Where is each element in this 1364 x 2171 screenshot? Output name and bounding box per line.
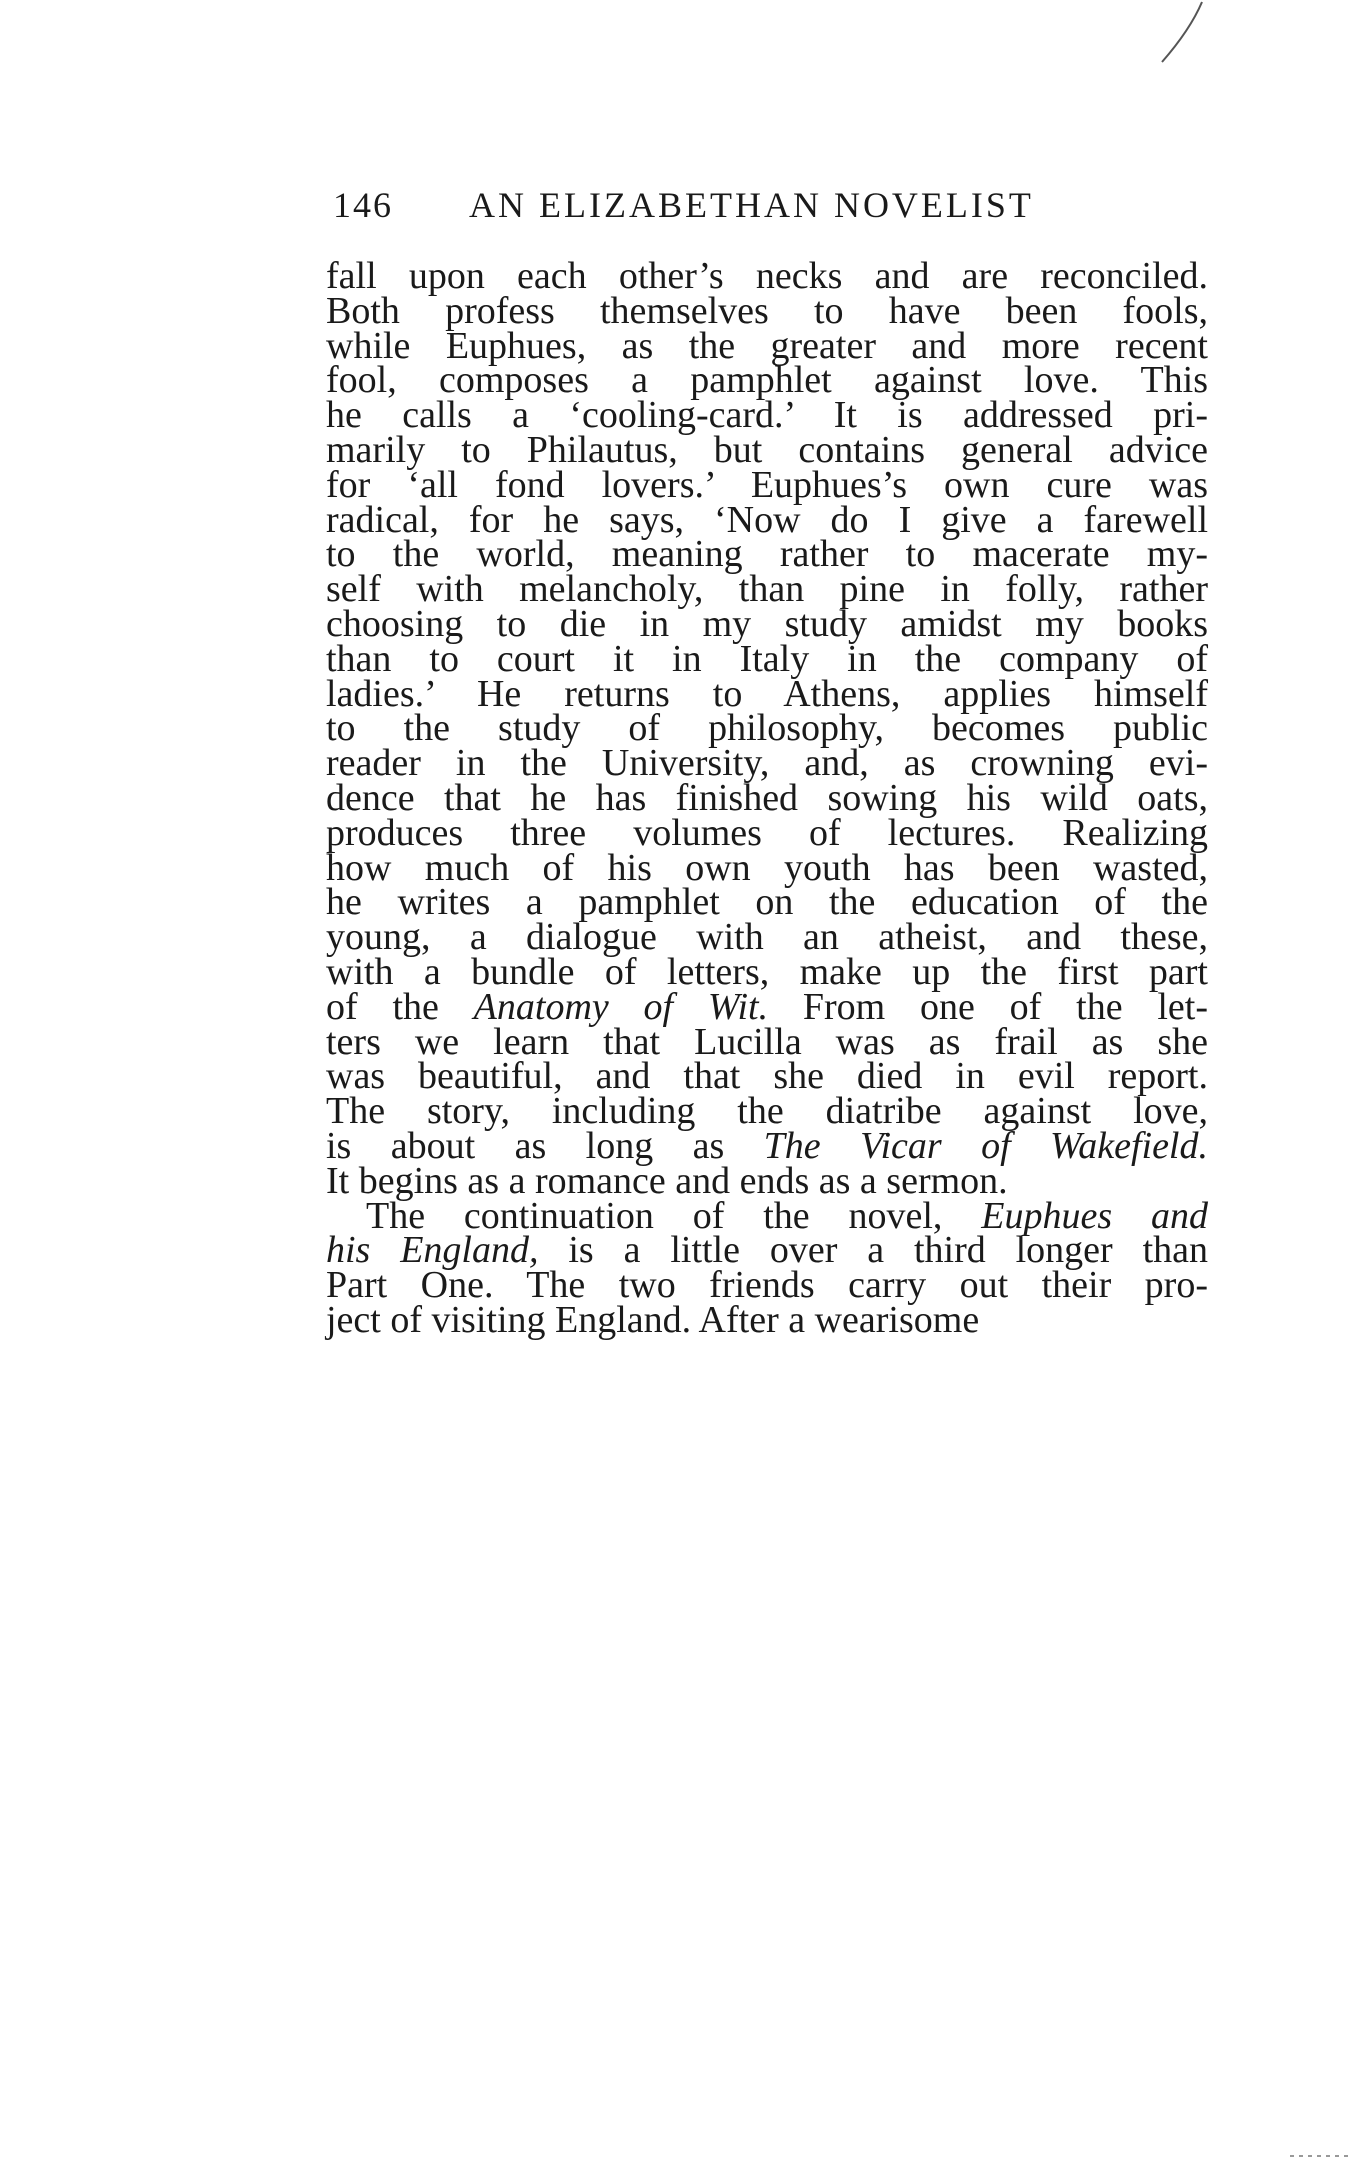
text-run: marily to Philautus, but contains general advice	[326, 429, 1208, 471]
text-run: to the study of philosophy, becomes public	[326, 707, 1208, 749]
italic-title: his England,	[326, 1229, 539, 1271]
italic-title: Euphues and	[981, 1195, 1208, 1237]
italic-title: The Vicar of Wakefield.	[763, 1125, 1208, 1167]
text-run: he calls a ‘cooling-card.’ It is addressed pri-	[326, 394, 1208, 436]
text-run: with a bundle of letters, make up the first part	[326, 951, 1208, 993]
text-run: The continuation of the novel,	[366, 1195, 982, 1237]
text-run: he writes a pamphlet on the education of the	[326, 881, 1208, 923]
text-run: It begins as a romance and ends as a sermon.	[326, 1160, 1008, 1202]
text-run: while Euphues, as the greater and more recent	[326, 325, 1208, 367]
text-run: than to court it in Italy in the company of	[326, 638, 1208, 680]
text-run: fall upon each other’s necks and are reconciled.	[326, 255, 1208, 297]
text-run: young, a dialogue with an atheist, and these,	[326, 916, 1208, 958]
text-run: is about as long as	[326, 1125, 764, 1167]
pencil-mark	[1150, 0, 1210, 70]
text-run: reader in the University, and, as crowning evi-	[326, 742, 1208, 784]
scan-border-bottom	[0, 2150, 1364, 2162]
text-run: ters we learn that Lucilla was as frail as she	[326, 1021, 1208, 1063]
text-run: was beautiful, and that she died in evil report.	[326, 1055, 1208, 1097]
text-run: ladies.’ He returns to Athens, applies himself	[326, 673, 1208, 715]
italic-title: Anatomy of Wit.	[473, 986, 769, 1028]
page-number: 146	[333, 185, 393, 225]
text-run: dence that he has finished sowing his wild oats,	[326, 777, 1208, 819]
running-header	[333, 178, 1209, 234]
text-run: for ‘all fond lovers.’ Euphues’s own cure was	[326, 464, 1208, 506]
running-title: AN ELIZABETHAN NOVELIST	[469, 185, 1034, 225]
text-run: From one of the let-	[768, 986, 1208, 1028]
text-run: The story, including the diatribe against love,	[326, 1090, 1208, 1132]
text-run: to the world, meaning rather to macerate my-	[326, 533, 1208, 575]
text-run: produces three volumes of lectures. Realizing	[326, 812, 1208, 854]
text-line	[326, 1296, 1208, 1344]
text-run: Part One. The two friends carry out their pro-	[326, 1264, 1208, 1306]
text-run: of the	[326, 986, 474, 1028]
text-run: how much of his own youth has been wasted,	[326, 847, 1208, 889]
text-run: choosing to die in my study amidst my books	[326, 603, 1208, 645]
text-run: ject of visiting England. After a wearisome	[326, 1299, 980, 1341]
text-run: is a little over a third longer than	[538, 1229, 1208, 1271]
text-run: Both profess themselves to have been fools,	[326, 290, 1208, 332]
text-run: fool, composes a pamphlet against love. This	[326, 359, 1208, 401]
text-run: self with melancholy, than pine in folly, rather	[326, 568, 1208, 610]
text-run: radical, for he says, ‘Now do I give a farewell	[326, 499, 1208, 541]
